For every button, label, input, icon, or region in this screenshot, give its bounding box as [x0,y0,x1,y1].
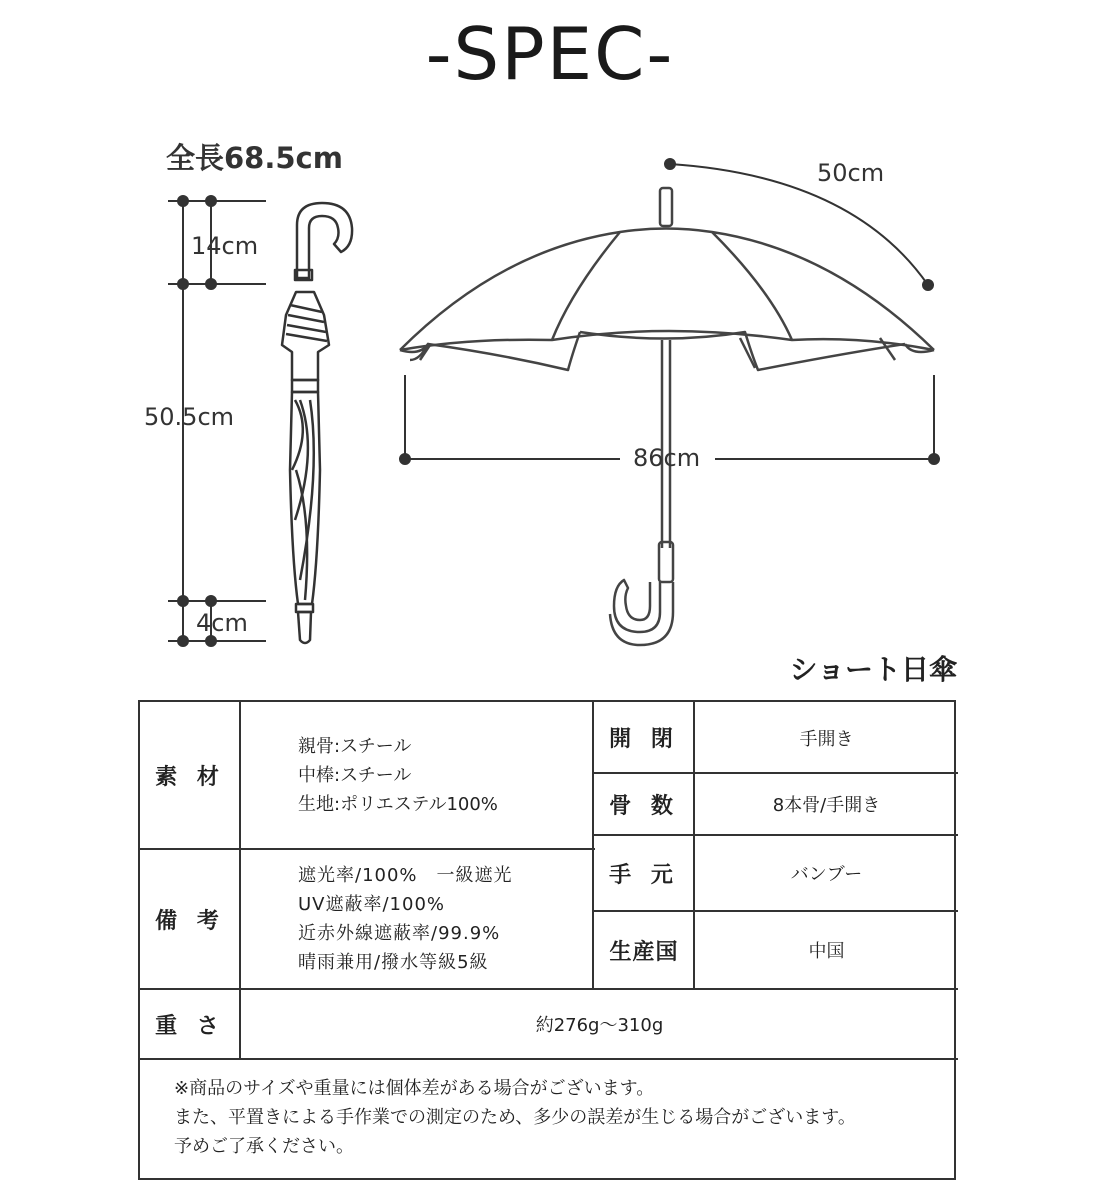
opening-value: 手開き [799,728,854,750]
material-line: 中棒:スチール [298,765,412,786]
origin-value: 中国 [808,941,845,962]
opening-header: 開 閉 [609,727,679,752]
notes-line: 近赤外線遮蔽率/99.9% [298,923,501,944]
product-name: ショート日傘 [789,653,957,686]
total-length-label: 全長68.5cm [166,141,343,175]
material-line: 生地:ポリエステル100% [298,794,498,815]
ribs-header: 骨 数 [609,793,679,819]
footnote-line: また、平置きによる手作業での測定のため、多少の誤差が生じる場合がございます。 [174,1107,856,1128]
origin-header: 生産国 [609,939,679,965]
notes-line: UV遮蔽率/100% [298,894,446,915]
weight-value: 約276g～310g [535,1015,664,1036]
closed-umbrella-icon [282,203,352,643]
shaft-length-label: 50.5cm [144,403,235,431]
notes-line: 遮光率/100% 一級遮光 [298,865,513,886]
material-values [298,702,588,849]
footnote-line: ※商品のサイズや重量には個体差がある場合がございます。 [174,1078,655,1099]
footnote-line: 予めご了承ください。 [174,1136,354,1157]
tip-length-label: 4cm [196,609,248,637]
span-width-label: 86cm [633,444,701,472]
notes-line: 晴雨兼用/撥水等級5級 [298,952,489,973]
weight-header: 重 さ [155,1013,225,1039]
notes-header: 備 考 [155,908,225,934]
ribs-value: 8本骨/手開き [772,795,881,816]
notes-values [298,849,588,989]
handle-value: バンブー [790,864,863,885]
material-header: 素 材 [155,765,225,790]
open-umbrella-icon [400,188,934,645]
handle-header: 手 元 [609,862,679,888]
rib-length-label: 50cm [817,159,885,187]
footnote [174,1074,856,1161]
handle-length-label: 14cm [191,232,259,260]
page-title: -SPEC- [425,12,675,96]
material-line: 親骨:スチール [298,736,412,757]
